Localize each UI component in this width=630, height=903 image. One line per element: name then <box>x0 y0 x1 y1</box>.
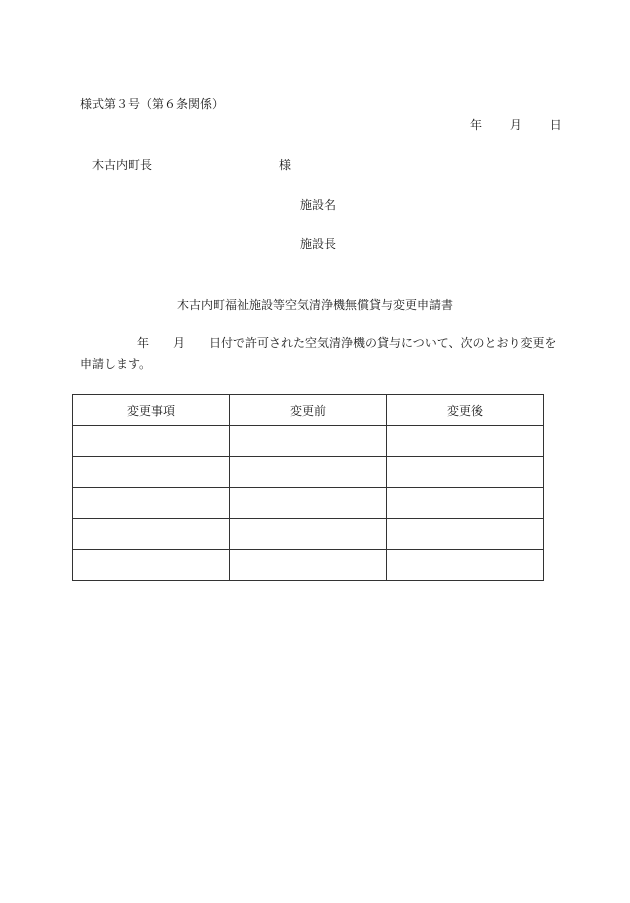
table-cell <box>73 488 230 519</box>
table-cell <box>387 488 544 519</box>
date-day-label: 日 <box>549 118 562 132</box>
addressee: 木古内町長 <box>92 158 153 172</box>
column-header-after: 変更後 <box>387 395 544 426</box>
table-row <box>73 488 544 519</box>
facility-name-label: 施設名 <box>300 198 337 212</box>
table-cell <box>387 457 544 488</box>
body-month-label: 月 <box>173 336 186 350</box>
table-cell <box>73 426 230 457</box>
form-number: 様式第３号（第６条関係） <box>80 97 225 111</box>
date-line <box>470 117 562 133</box>
body-year-label: 年 <box>137 336 150 350</box>
column-header-before: 変更前 <box>230 395 387 426</box>
table-row <box>73 457 544 488</box>
date-year-label: 年 <box>470 118 483 132</box>
table-cell <box>230 457 387 488</box>
table-row <box>73 426 544 457</box>
table-cell <box>73 519 230 550</box>
body-text-line-2: 申請します。 <box>80 357 152 371</box>
table-header-row <box>73 395 544 426</box>
table-row <box>73 519 544 550</box>
table-cell <box>387 550 544 581</box>
table-cell <box>230 550 387 581</box>
table-cell <box>230 426 387 457</box>
body-text: 日付で許可された空気清浄機の貸与について、次のとおり変更を <box>209 336 557 350</box>
table-cell <box>73 457 230 488</box>
table-cell <box>230 519 387 550</box>
facility-head-label: 施設長 <box>300 237 337 251</box>
table-cell <box>73 550 230 581</box>
table-cell <box>387 519 544 550</box>
table-row <box>73 550 544 581</box>
table-cell <box>387 426 544 457</box>
date-month-label: 月 <box>509 118 522 132</box>
change-table <box>72 394 544 581</box>
document-title: 木古内町福祉施設等空気清浄機無償貸与変更申請書 <box>176 298 453 312</box>
table-cell <box>230 488 387 519</box>
honorific: 様 <box>279 158 292 172</box>
column-header-change-item: 変更事項 <box>73 395 230 426</box>
